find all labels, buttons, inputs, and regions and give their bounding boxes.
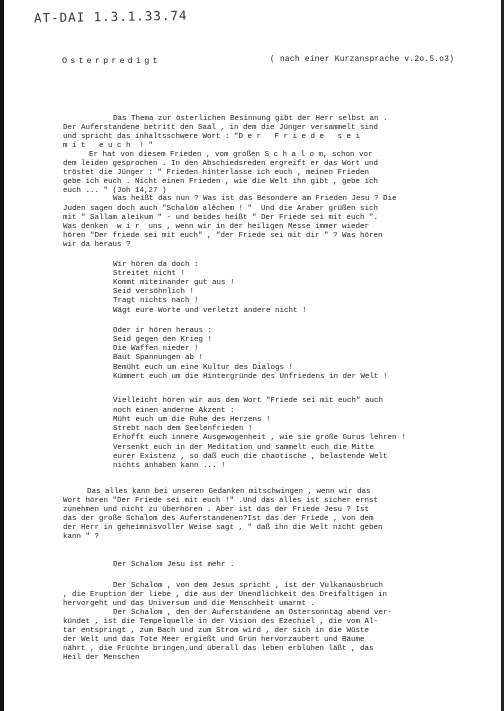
text-line: Der Schalom , von dem Jesus spricht , ist der Vulkanausbruch	[113, 582, 384, 590]
text-line: Kümmert euch um die Hintergründe des Unfriedens in der Welt !	[113, 373, 388, 381]
text-line: eurer Existenz , so daß euch die chaotische , belastende Welt	[113, 453, 388, 461]
text-line: euch ... " (Joh 14,27 )	[63, 187, 167, 195]
text-line: Seid gegen den Krieg !	[113, 336, 213, 344]
text-line: tar entspringt , zum Bach und zum Strom wird , der sich in die Wüste	[63, 627, 370, 635]
text-line: tröstet die Jünger : " Frieden hinterlasse ich euch , meinen Frieden	[63, 169, 370, 177]
text-line: Versenkt euch in der Meditation und sammelt euch die Mitte	[113, 444, 375, 452]
text-line: zunehmen und nicht zu überhören . Aber ist das der Friede Jesu ? Ist	[63, 506, 370, 514]
text-line: Der Schalom Jesu ist mehr .	[113, 561, 235, 569]
text-line: Oder ir hören heraus :	[113, 327, 213, 335]
text-line: m i t e u c h ! "	[63, 142, 154, 150]
document-subtitle: ( nach einer Kurzansprache v.2o.5.o3)	[270, 56, 455, 64]
text-line: Wort hören "Der Friede sei mit euch !" .Und das alles ist sicher ernst	[63, 497, 379, 505]
text-line: mit " Sallam aleikum " - und beides heißt " Der Friede sei mit euch ".	[63, 214, 379, 222]
text-line: Das Thema zur österlichen Besinnung gibt der Herr selbst an .	[113, 115, 388, 123]
text-line: Er hat von diesem Frieden , vom großen S c h a l o m, schon vor	[89, 151, 373, 159]
text-line: Kommt miteinander gut aus !	[113, 279, 235, 287]
text-line: Erhofft euch innere Ausgewogenheit , wie sie große Gurus lehren !	[113, 434, 406, 442]
text-line: Bemüht euch um eine Kultur des Dialogs !	[113, 364, 294, 372]
text-line: Wir hören da doch :	[113, 261, 199, 269]
text-line: Der Schalom , den der Auferstandene am Ostersonntag abend ver-	[113, 609, 393, 617]
text-line: wir da heraus ?	[63, 241, 131, 249]
text-line: Wägt eure Worte und verletzt andere nicht !	[113, 307, 307, 315]
text-line: Müht euch um die Ruhe des Herzens !	[113, 416, 271, 424]
text-line: nährt , die Früchte bringen,und überall das leben erblühen läßt , das	[63, 645, 374, 653]
archive-reference: AT-DAI 1.3.1.33.74	[33, 7, 188, 26]
text-line: Heil der Menschen	[63, 654, 140, 662]
text-line: Streitet nicht !	[113, 270, 186, 278]
text-line: Baut Spannungen ab !	[113, 354, 204, 362]
text-line: gebe ich euch . Nicht einen Frieden , wie die Welt ihn gibt , gebe ich	[63, 178, 379, 186]
text-line: Vielleicht hören wir aus dem Wort "Friede sei mit euch" auch	[113, 397, 384, 405]
text-line: Seid versöhnlich !	[113, 288, 195, 296]
text-line: der Herr in geheimnisvoller Weise sagt , " daß ihn die Welt nicht geben	[63, 524, 383, 532]
text-line: Was denken w i r uns , wenn wir in der heiligen Messe immer wieder	[63, 223, 370, 231]
text-line: noch einen anderne Akzent :	[113, 407, 235, 415]
text-line: Juden sagen doch auch "Schalöm alêchem ! " Und die Araber grüßen sich	[63, 205, 379, 213]
text-line: kann " ?	[63, 533, 100, 541]
text-line: hervorgeht und das Universum und die Menschheit umarmt .	[63, 600, 316, 608]
text-line: Was heißt das nun ? Was ist das Besondere am Frieden Jesu ? Die	[113, 195, 397, 203]
text-line: und spricht das inhaltsschwere Wort : "D e r F r i e d e s e i	[63, 133, 361, 141]
text-line: hören "Der friede sei mit euch" , "der Friede sei mit dir " ? Was hören	[63, 232, 383, 240]
text-line: das der große Schalom des Auferstandenen?Ist das der Friede , von dem	[63, 515, 374, 523]
sermon-body	[4, 0, 501, 711]
text-line: Die Waffen nieder !	[113, 345, 199, 353]
text-line: kündet , ist die Tempelquelle in der Vision des Ezechiel , die vom Al-	[63, 618, 379, 626]
text-line: Der Auferstandene betritt den Saal , in dem die Jünger versammelt sind	[63, 124, 379, 132]
document-title: Osterpredigt	[62, 56, 161, 66]
text-line: nichts anhaben kann ... !	[113, 462, 226, 470]
text-line: der Welt und das Tote Meer ergießt und Grün hervorzaubert und Bäume	[63, 636, 365, 644]
text-line: dem leiden gesprochen . In den Abschiedsreden ergreift er das Wort und	[63, 160, 379, 168]
text-line: Das alles kann bei unseren Gedanken mitschwingen , wenn wir das	[87, 488, 371, 496]
text-line: , die Eruption der liebe , die aus der Unendlichkeit des Dreifaltigen in	[63, 591, 388, 599]
text-line: Tragt nichts nach !	[113, 297, 199, 305]
text-line: Strebt nach dem Seelenfrieden !	[113, 425, 253, 433]
